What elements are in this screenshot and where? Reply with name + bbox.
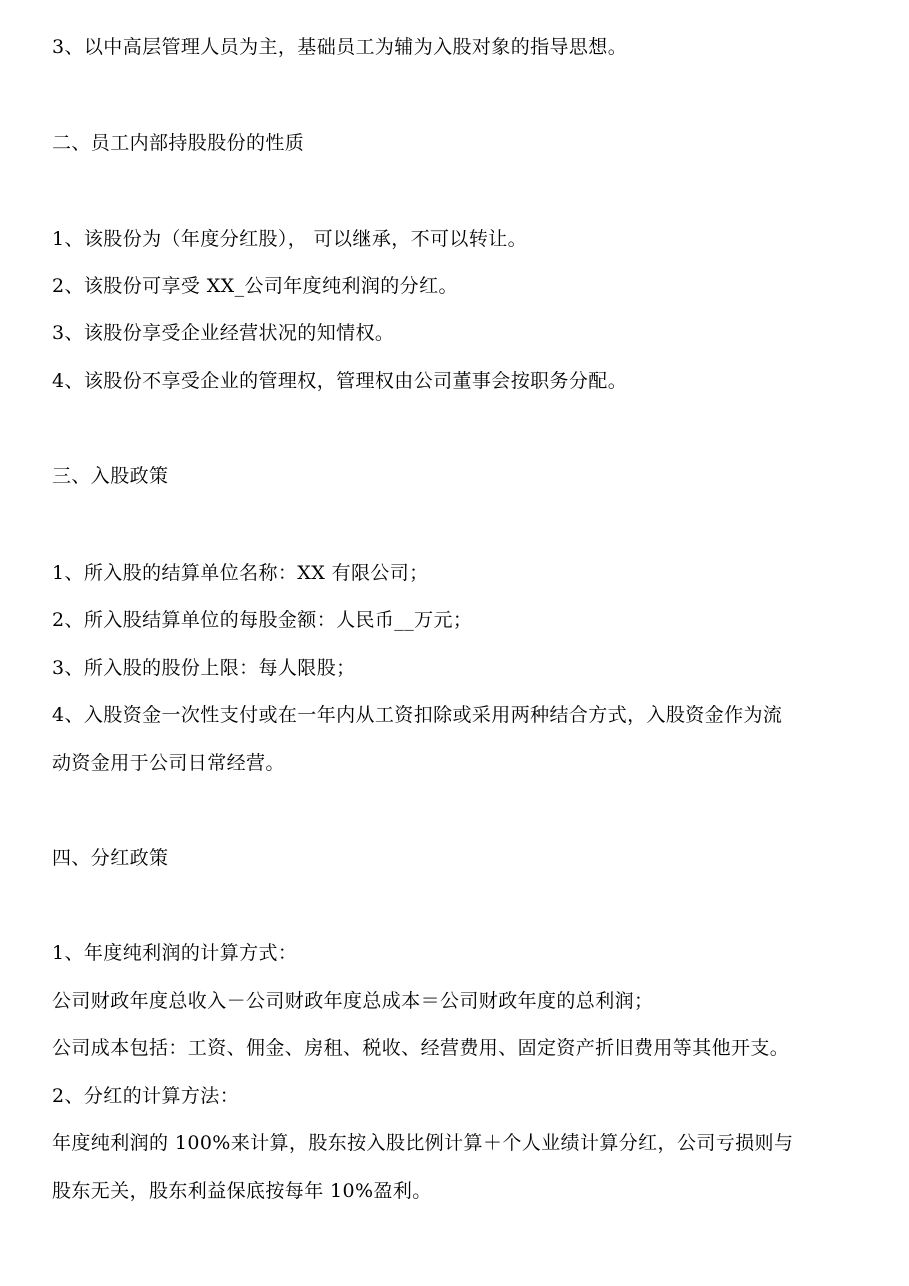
body-line-cost-items: 公司成本包括：工资、佣金、房租、税收、经营费用、固定资产折旧费用等其他开支。 — [52, 1037, 790, 1059]
body-line-dividend-right: 2、该股份可享受 XX_公司年度纯利润的分红。 — [52, 275, 458, 297]
body-line-amount-per-share: 2、所入股结算单位的每股金额：人民币__万元； — [52, 609, 473, 631]
body-line-payment-method-cont: 动资金用于公司日常经营。 — [52, 752, 285, 774]
body-line-information-right: 3、该股份享受企业经营状况的知情权。 — [52, 322, 395, 344]
body-line-management-right: 4、该股份不享受企业的管理权，管理权由公司董事会按职务分配。 — [52, 370, 628, 392]
body-line-dividend-calc-title: 2、分红的计算方法： — [52, 1085, 240, 1107]
body-line-dividend-calc-cont: 股东无关，股东利益保底按每年 10%盈利。 — [52, 1180, 432, 1202]
body-line-share-type: 1、该股份为（年度分红股）， 可以继承，不可以转让。 — [52, 228, 528, 250]
body-line-settlement-unit: 1、所入股的结算单位名称：XX 有限公司； — [52, 562, 429, 584]
body-line-dividend-calc: 年度纯利润的 100%来计算，股东按入股比例计算＋个人业绩计算分红，公司亏损则与 — [52, 1132, 794, 1154]
section-heading-share-policy: 三、入股政策 — [52, 465, 169, 487]
section-heading-dividend-policy: 四、分红政策 — [52, 847, 169, 869]
body-line-share-target-guideline: 3、以中高层管理人员为主，基础员工为辅为入股对象的指导思想。 — [52, 36, 628, 58]
section-heading-share-nature: 二、员工内部持股股份的性质 — [52, 132, 305, 154]
body-line-share-limit: 3、所入股的股份上限：每人限股； — [52, 657, 356, 679]
body-line-profit-formula: 公司财政年度总收入－公司财政年度总成本＝公司财政年度的总利润； — [52, 990, 654, 1012]
body-line-payment-method: 4、入股资金一次性支付或在一年内从工资扣除或采用两种结合方式，入股资金作为流 — [52, 704, 783, 726]
body-line-profit-calc-title: 1、年度纯利润的计算方式： — [52, 942, 298, 964]
